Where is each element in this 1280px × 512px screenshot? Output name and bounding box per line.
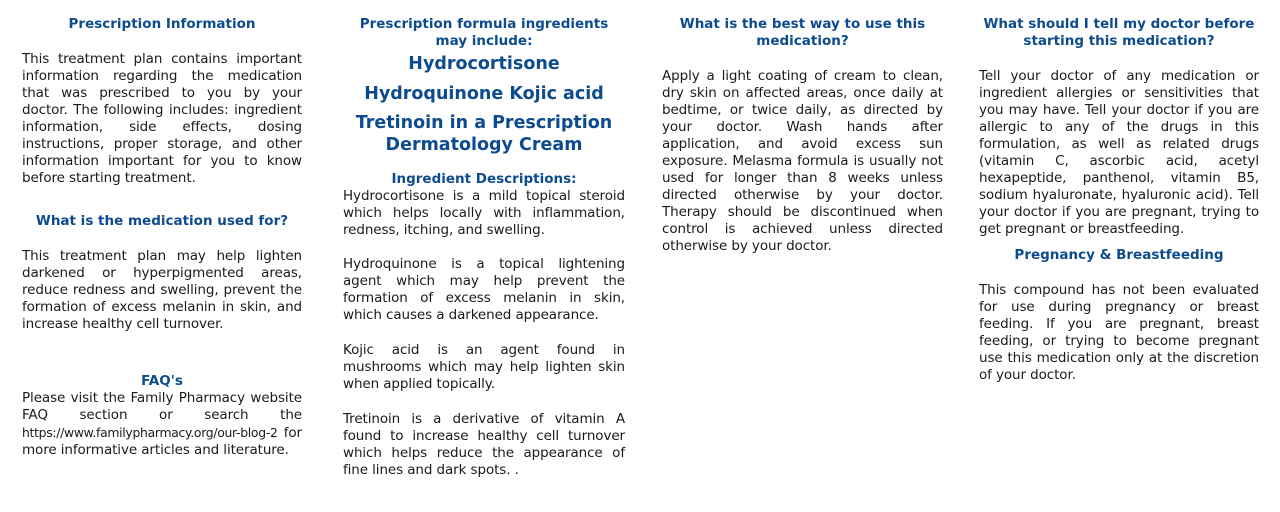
faq-url-link[interactable]: https://www.familypharmacy.org/our-blog-2: [22, 425, 278, 440]
pregnancy-heading: Pregnancy & Breastfeeding: [1014, 247, 1224, 263]
prescription-info-text: This treatment plan contains important information regarding the medication that was prescribed to you by your doctor. The following includes: ingredient information, side effects, dosing instructions, proper storage, and other information important for you to know before starting treatment.: [22, 51, 302, 186]
desc-kojic: Kojic acid is an agent found in mushrooms which may help lighten skin when applied topically.: [343, 342, 625, 392]
desc-hydroquinone: Hydroquinone is a topical lightening agent which may help prevent the formation of excess melanin in skin, which causes a darkened appearance.: [343, 256, 625, 323]
ingredient-hydroquinone-kojic: Hydroquinone Kojic acid: [364, 84, 604, 104]
desc-tretinoin: Tretinoin is a derivative of vitamin A found to increase healthy cell turnover which helps reduce the appearance of fine lines and dark spots. .: [343, 411, 625, 478]
faq-text: [22, 390, 302, 459]
best-way-heading: What is the best way to use this medication?: [679, 16, 926, 49]
prescription-info-heading: Prescription Information: [68, 16, 256, 32]
tell-doctor-heading: What should I tell my doctor before starting this medication?: [983, 16, 1255, 49]
used-for-heading: What is the medication used for?: [35, 213, 289, 229]
desc-hydrocortisone: Hydrocortisone is a mild topical steroid which helps locally with inflammation, redness, itching, and swelling.: [343, 188, 625, 238]
descriptions-heading: Ingredient Descriptions:: [391, 171, 577, 187]
faq-text-start: Please visit the Family Pharmacy website FAQ section or search the: [22, 390, 302, 423]
formula-heading: Prescription formula ingredients may include:: [359, 16, 609, 49]
pregnancy-text: This compound has not been evaluated for use during pregnancy or breast feeding. If you are pregnant, breast feeding, or trying to become pregnant use this medication only at the discretion of your doctor.: [979, 282, 1259, 383]
tell-doctor-text: Tell your doctor of any medication or ingredient allergies or sensitivities that you may have. Tell your doctor if you are allergic to any of the drugs in this formulation, as well as related drugs (vitamin C, ascorbic acid, acetyl hexapeptide, panthenol, vitamin B5, sodium hyaluronate, hyaluronic acid). Tell your doctor if you are pregnant, trying to get pregnant or breastfeeding.: [979, 68, 1259, 237]
ingredient-tretinoin: Tretinoin in a Prescription Dermatology Cream: [355, 113, 613, 155]
best-way-text: Apply a light coating of cream to clean, dry skin on affected areas, once daily at bedtime, or twice daily, as directed by your doctor. Wash hands after application, and avoid excess sun exposure. Melasma formula is usually not used for longer than 8 weeks unless directed otherwise by your doctor. Therapy should be discontinued when control is achieved unless directed otherwise by your doctor.: [662, 68, 943, 254]
used-for-text: This treatment plan may help lighten darkened or hyperpigmented areas, reduce redness and swelling, prevent the formation of excess melanin in skin, and increase healthy cell turnover.: [22, 248, 302, 332]
ingredient-hydrocortisone: Hydrocortisone: [408, 54, 560, 74]
faq-heading: FAQ's: [141, 373, 183, 389]
faq-text-end: for more informative articles and literature.: [22, 425, 302, 458]
